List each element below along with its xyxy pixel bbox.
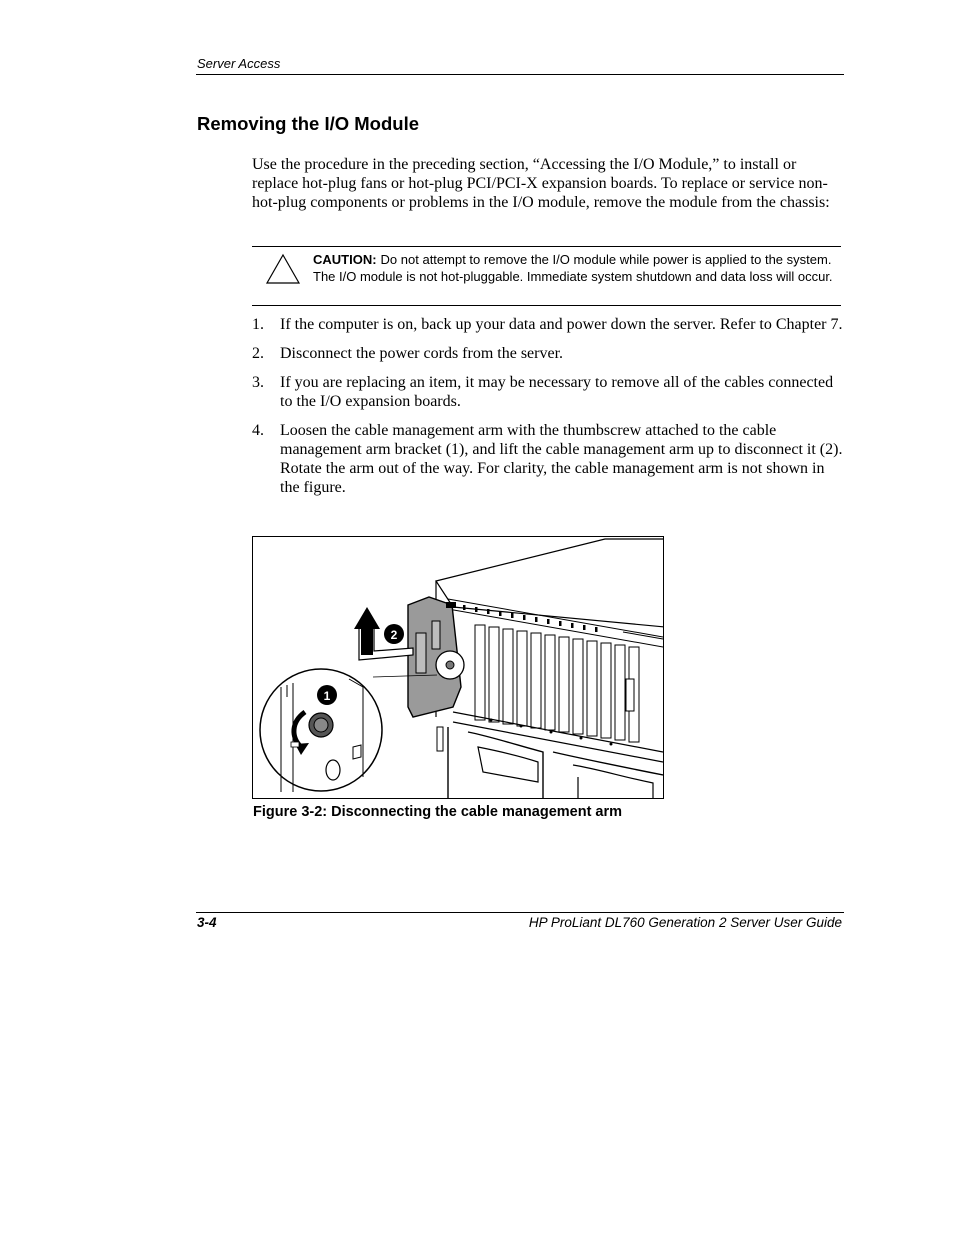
running-head: Server Access <box>197 56 281 71</box>
intro-paragraph: Use the procedure in the preceding section, “Accessing the I/O Module,” to install or replace hot-plug fans or hot-plug PCI/PCI-X expansion boards. To replace or service non-hot-plug components or problems in the I/O module, remove the module from the chassis: <box>252 156 830 211</box>
caution-message: Do not attempt to remove the I/O module while power is applied to the system. The I/O module is not hot-pluggable. Immediate system shutdown and data loss will occur. <box>313 252 833 284</box>
step-text: Loosen the cable management arm with the thumbscrew attached to the cable management arm bracket (1), and lift the cable management arm up to disconnect it (2). Rotate the arm out of the way. For clarity, the cable management arm is not shown in the figure. <box>280 422 843 496</box>
caution-box <box>252 246 841 306</box>
step-text: If you are replacing an item, it may be necessary to remove all of the cables connected to the I/O expansion boards. <box>280 374 834 410</box>
expansion-slots <box>475 625 639 742</box>
step-number: 2. <box>252 345 264 362</box>
figure-caption: Figure 3-2: Disconnecting the cable management arm <box>253 804 623 820</box>
section-title: Removing the I/O Module <box>197 113 420 134</box>
step-text: Disconnect the power cords from the server. <box>280 345 564 362</box>
header-rule <box>196 74 844 75</box>
step-item <box>252 344 844 363</box>
step-text: If the computer is on, back up your data and power down the server. Refer to Chapter 7. <box>280 316 843 333</box>
step-item <box>252 315 844 334</box>
procedure-steps <box>252 315 844 507</box>
step-item <box>252 421 844 497</box>
step-number: 1. <box>252 316 264 333</box>
callout-2-label: 2 <box>390 628 398 642</box>
step-number: 4. <box>252 422 264 439</box>
footer-rule <box>196 912 844 913</box>
caution-text <box>313 252 837 285</box>
page-number: 3-4 <box>197 915 217 930</box>
step-item <box>252 373 844 411</box>
callout-1-label: 1 <box>323 689 331 703</box>
figure-cable-arm <box>252 536 664 799</box>
lift-arrow-icon <box>354 607 413 660</box>
step-number: 3. <box>252 374 264 391</box>
caution-label: CAUTION: <box>313 252 377 267</box>
cable-arm-illustration <box>253 537 663 798</box>
book-title: HP ProLiant DL760 Generation 2 Server User Guide <box>528 915 842 930</box>
caution-triangle-icon <box>265 253 301 285</box>
